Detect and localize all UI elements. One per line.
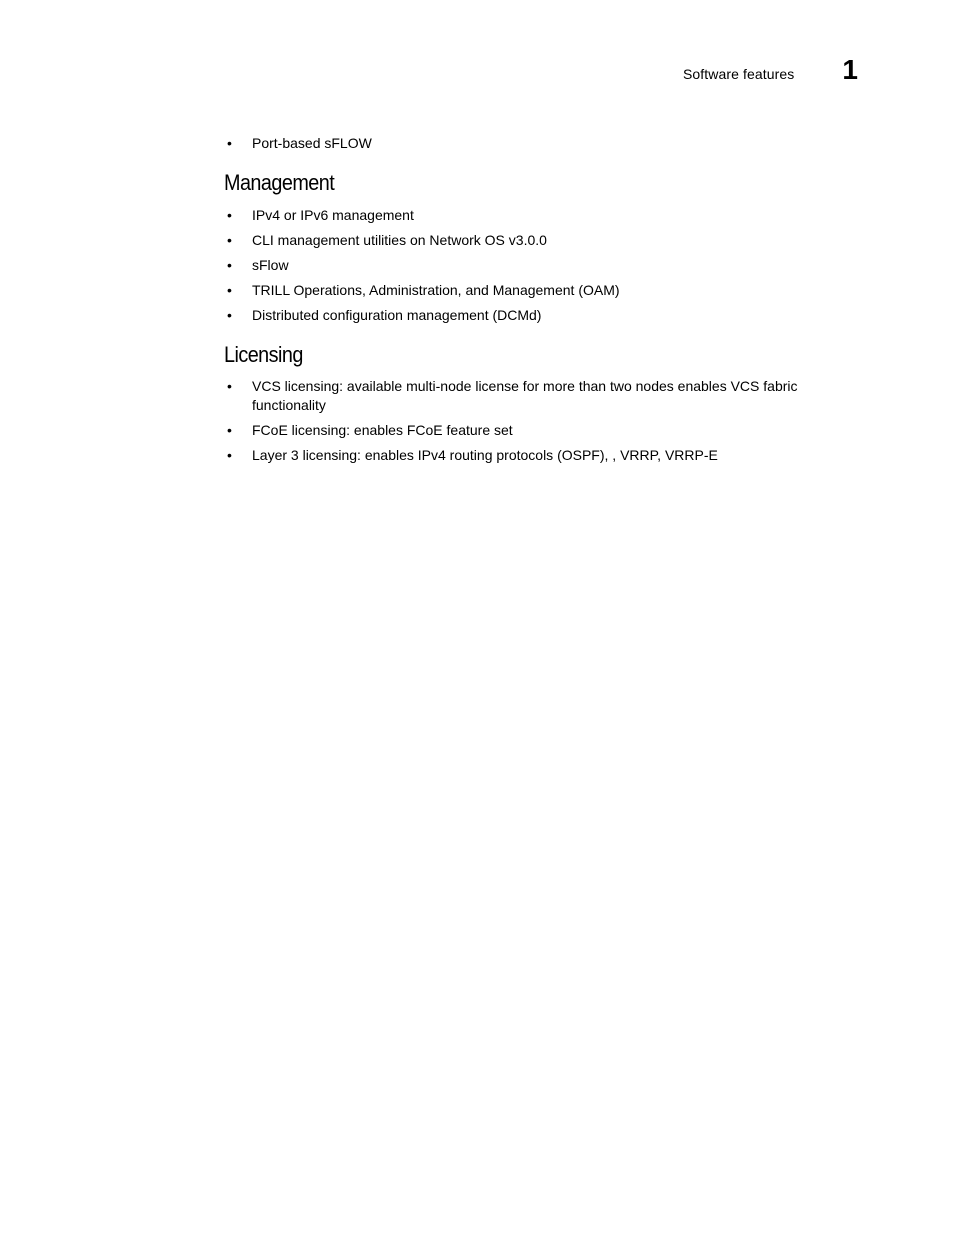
bullet-icon: • [227, 422, 232, 438]
list-item [224, 231, 836, 250]
running-header-title: Software features [682, 66, 795, 82]
bullet-icon: • [227, 257, 232, 273]
bullet-icon: • [227, 232, 232, 248]
list-item [224, 206, 836, 225]
management-bullet-list [224, 206, 836, 325]
bullet-icon: • [227, 282, 232, 298]
list-item-text: sFlow [252, 257, 289, 273]
list-item-text: IPv4 or IPv6 management [252, 207, 414, 223]
list-item-text: FCoE licensing: enables FCoE feature set [252, 422, 513, 438]
list-item-text: TRILL Operations, Administration, and Management (OAM) [252, 282, 620, 298]
licensing-bullet-list [224, 377, 836, 465]
bullet-icon: • [227, 307, 232, 323]
page-header [683, 56, 858, 84]
list-item [224, 306, 836, 325]
bullet-icon: • [227, 378, 232, 394]
chapter-number: 1 [842, 54, 858, 85]
list-item [224, 281, 836, 300]
list-item [224, 446, 836, 465]
list-item-text: Layer 3 licensing: enables IPv4 routing protocols (OSPF), , VRRP, VRRP-E [252, 447, 718, 463]
list-item-text: VCS licensing: available multi-node license for more than two nodes enables VCS fabric functionality [252, 378, 798, 413]
bullet-icon: • [227, 207, 232, 223]
page-content [224, 134, 836, 471]
list-item [224, 256, 836, 275]
list-item [224, 134, 836, 153]
list-item-text: Distributed configuration management (DCMd) [252, 307, 542, 323]
bullet-icon: • [227, 447, 232, 463]
bullet-icon: • [227, 135, 232, 151]
licensing-heading: Licensing [224, 342, 303, 367]
list-item-text: CLI management utilities on Network OS v3.0.0 [252, 232, 547, 248]
list-item-text: Port-based sFLOW [252, 135, 372, 151]
list-item [224, 421, 836, 440]
intro-bullet-list [224, 134, 836, 153]
management-heading: Management [224, 170, 335, 195]
list-item [224, 377, 836, 415]
